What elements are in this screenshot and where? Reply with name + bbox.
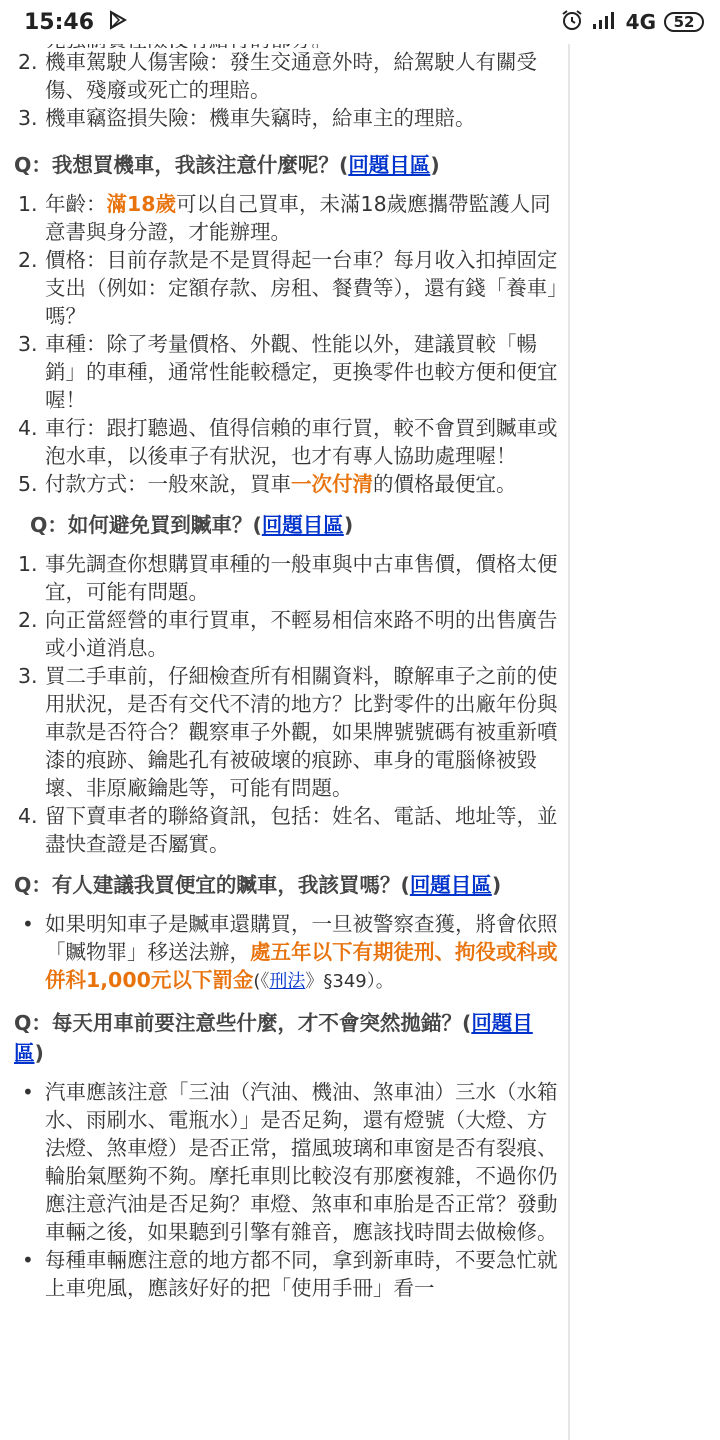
highlight-text: 處五年以下有期徒刑、拘役或科或併科1,000元以下罰金 — [45, 940, 558, 992]
battery-icon — [664, 12, 704, 32]
question-title: Q：有人建議我買便宜的贓車，我該買嗎？ — [14, 873, 401, 897]
status-bar — [0, 0, 720, 44]
list-number: 3. — [18, 106, 38, 130]
content-divider — [568, 44, 570, 1440]
list-number: 4. — [18, 804, 38, 828]
list-number: 2. — [18, 248, 38, 272]
list-number: 1. — [18, 552, 38, 576]
status-left — [24, 10, 128, 35]
list-item-text: 機車駕駛人傷害險：發生交通意外時，給駕駛人有關受傷、殘廢或死亡的理賠。 — [45, 50, 537, 102]
bullet-icon: • — [22, 1080, 34, 1104]
list-item-text: 事先調查你想購買車種的一般車與中古車售價，價格太便宜，可能有問題。 — [45, 552, 558, 604]
battery-level: 52 — [673, 13, 695, 31]
bullet-icon: • — [22, 1248, 34, 1272]
question-title: Q：每天用車前要注意些什麼，才不會突然拋錨？ — [14, 1011, 462, 1035]
list-item — [0, 48, 560, 104]
list-item-text: 每種車輛應注意的地方都不同，拿到新車時，不要急忙就上車兜風，應該好好的把「使用手冊」看一 — [45, 1248, 558, 1300]
list-item — [0, 330, 560, 414]
answer-list — [0, 1078, 560, 1302]
list-number: 1. — [18, 192, 38, 216]
list-item — [0, 606, 560, 662]
highlight-text: 滿18歲 — [106, 192, 177, 216]
list-item — [0, 104, 560, 132]
back-to-questions-link[interactable]: 回題目區 — [14, 1011, 533, 1065]
back-to-questions-link[interactable]: 回題目區 — [261, 513, 344, 537]
criminal-law-link[interactable]: 刑法 — [269, 971, 306, 992]
question-heading: Q：有人建議我買便宜的贓車，我該買嗎？(回題目區) — [14, 873, 502, 897]
question-heading: Q：我想買機車，我該注意什麼呢？(回題目區) — [14, 153, 440, 177]
list-item-text: 價格：目前存款是不是買得起一台車？每月收入扣掉固定支出（例如：定額存款、房租、餐費等），還有錢「養車」嗎？ — [45, 248, 558, 328]
list-item-text: 汽車應該注意「三油（汽油、機油、煞車油）三水（水箱水、雨刷水、電瓶水）」是否足夠，還有燈號（大燈、方法燈、煞車燈）是否正常，擋風玻璃和車窗是否有裂痕、輪胎氣壓夠不夠。摩托車則比較沒有那麼複雜，不過你仍應注意汽油是否足夠？車燈、煞車和車胎是否正常？發動車輛之後，如果聽到引擎有雜音，應該找時間去做檢修。 — [45, 1080, 558, 1244]
status-right — [560, 8, 704, 36]
list-item-text: 可以自己買車，未滿18歲應攜帶監護人同意書與身分證，才能辦理。 — [45, 192, 551, 244]
network-type: 4G — [625, 10, 656, 34]
question-heading: Q：如何避免買到贓車？(回題目區) — [30, 513, 354, 537]
status-time: 15:46 — [24, 9, 95, 35]
list-number: 4. — [18, 416, 38, 440]
list-item — [0, 662, 560, 802]
list-item-text: 的價格最便宜。 — [373, 472, 517, 496]
list-item — [0, 246, 560, 330]
list-item-text: 年齡： — [45, 192, 107, 216]
law-reference-open: (《 — [253, 971, 270, 992]
list-number: 5. — [18, 472, 38, 496]
list-item — [0, 1246, 560, 1302]
play-store-icon — [108, 10, 128, 34]
list-number: 3. — [18, 332, 38, 356]
list-item-text: 車行：跟打聽過、值得信賴的車行買，較不會買到贓車或泡水車，以後車子有狀況，也才有專人協助處理喔！ — [45, 416, 558, 468]
list-item — [0, 190, 560, 246]
list-item — [0, 550, 560, 606]
list-item-text: 向正當經營的車行買車，不輕易相信來路不明的出售廣告或小道消息。 — [45, 608, 558, 660]
list-item-text: 車種：除了考量價格、外觀、性能以外，建議買較「暢銷」的車種，通常性能較穩定，更換零件也較方便和便宜喔！ — [45, 332, 558, 412]
back-to-questions-link[interactable]: 回題目區 — [348, 153, 431, 177]
answer-list — [0, 190, 560, 498]
list-item — [0, 1078, 560, 1246]
law-reference-close: 》§349）。 — [305, 971, 394, 992]
signal-icon — [592, 10, 618, 34]
question-title: Q：我想買機車，我該注意什麼呢？ — [14, 153, 339, 177]
article-body — [0, 26, 560, 1302]
question-heading: Q：每天用車前要注意些什麼，才不會突然拋錨？(回題目區) — [14, 1011, 533, 1065]
list-item — [0, 470, 560, 498]
list-number: 3. — [18, 664, 38, 688]
list-item-text: 付款方式：一般來說，買車 — [45, 472, 291, 496]
answer-list — [0, 550, 560, 858]
bullet-icon: • — [22, 912, 34, 936]
list-number: 2. — [18, 50, 38, 74]
list-item-text: 機車竊盜損失險：機車失竊時，給車主的理賠。 — [45, 106, 476, 130]
list-item-text: 留下賣車者的聯絡資訊，包括：姓名、電話、地址等，並盡快查證是否屬實。 — [45, 804, 558, 856]
list-item-text: 買二手車前，仔細檢查所有相關資料，瞭解車子之前的使用狀況，是否有交代不清的地方？比對零件的出廠年份與車款是否符合？觀察車子外觀，如果牌號號碼有被重新噴漆的痕跡、鑰匙孔有被破壞的痕跡、車身的電腦條被毀壞、非原廠鑰匙等，可能有問題。 — [45, 664, 558, 800]
alarm-icon — [560, 8, 584, 36]
question-title: Q：如何避免買到贓車？ — [30, 513, 253, 537]
highlight-text: 一次付清 — [291, 472, 373, 496]
list-item-text: 如果明知車子是贓車還購買，一旦被警察查獲，將會依照「贓物罪」移送法辦， — [45, 912, 558, 964]
back-to-questions-link[interactable]: 回題目區 — [409, 873, 492, 897]
list-number: 2. — [18, 608, 38, 632]
list-item — [0, 414, 560, 470]
answer-list — [0, 910, 560, 996]
list-item — [0, 802, 560, 858]
list-item — [0, 910, 560, 996]
